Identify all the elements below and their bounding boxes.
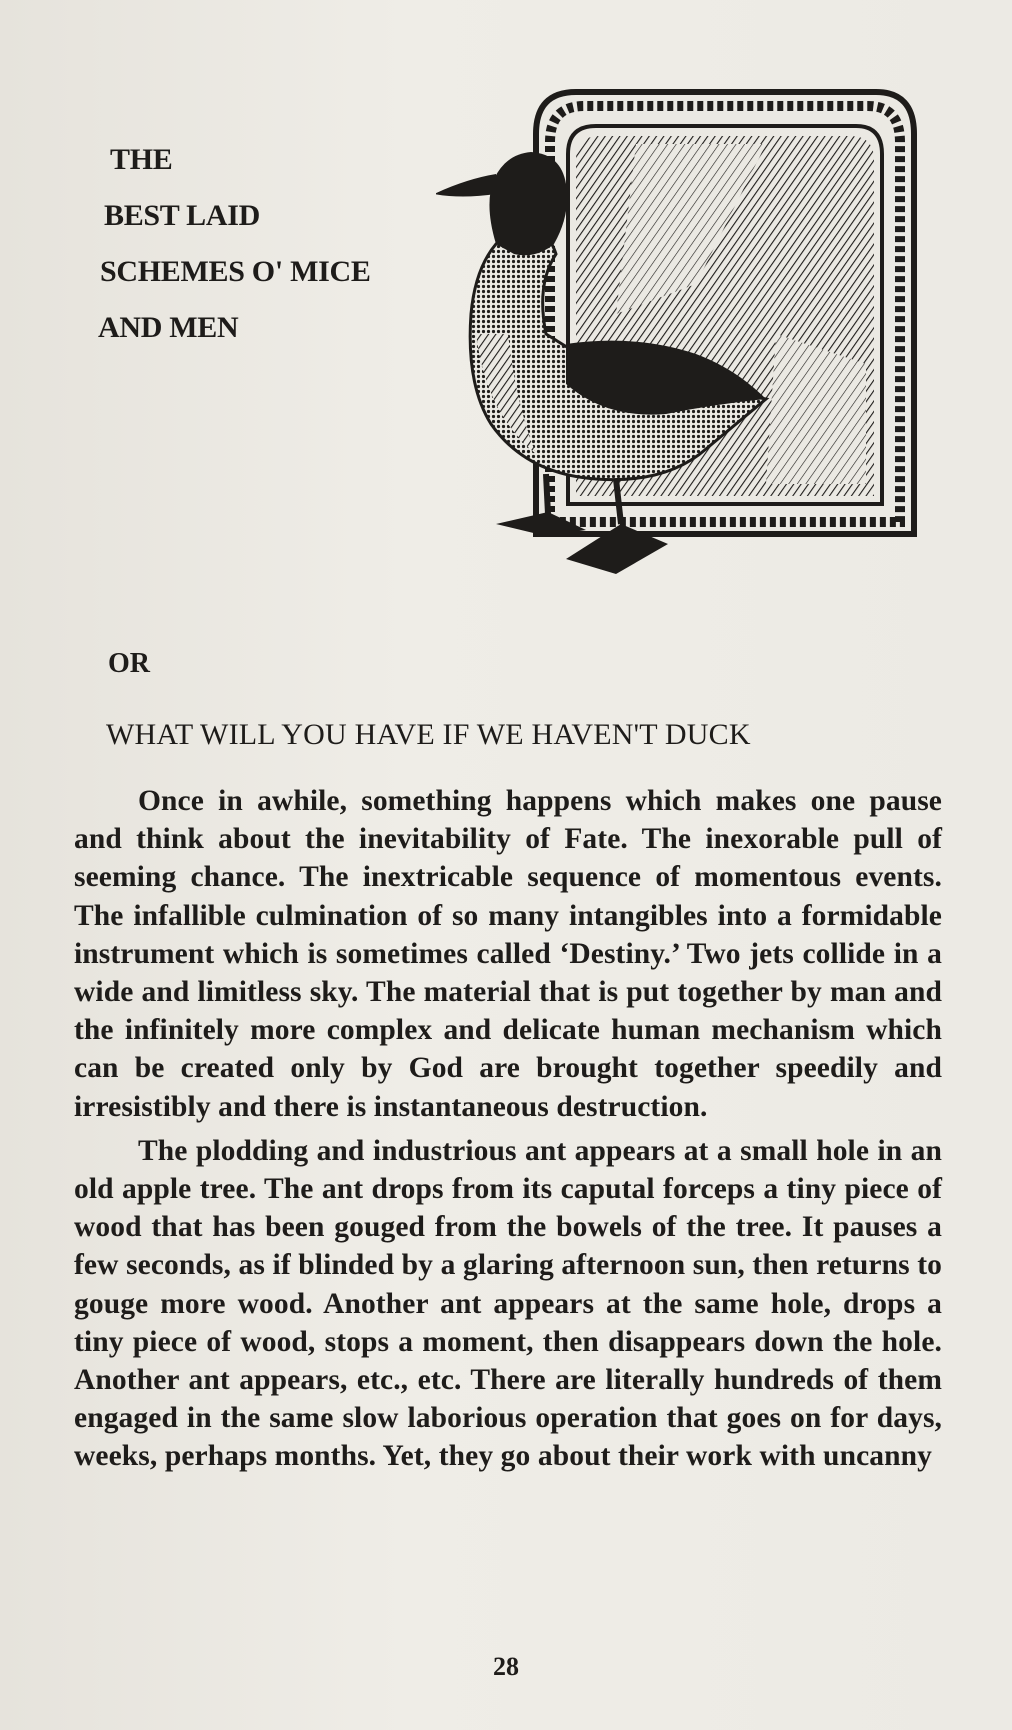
or-text: OR bbox=[108, 648, 150, 679]
body-text bbox=[74, 782, 942, 1482]
subtitle: WHAT WILL YOU HAVE IF WE HAVEN'T DUCK bbox=[106, 718, 751, 751]
title-line: SCHEMES O' MICE bbox=[100, 255, 371, 288]
title-line: BEST LAID bbox=[104, 199, 260, 232]
title-line: THE bbox=[110, 143, 173, 176]
title-line: AND MEN bbox=[98, 311, 239, 344]
paragraph: Once in awhile, something happens which makes one pause and think about the inevitability of Fate. The inexorable pull of seeming chance. The inextricable sequence of momentous events. The infallible culmination of so many intangibles into a formidable instrument which is sometimes called ‘Destiny.’ Two jets collide in a wide and limitless sky. The material that is put together by man and the infinitely more complex and delicate human mechanism which can be created only by God are brought together speedily and irresistibly and there is instantaneous destruction. bbox=[74, 785, 942, 1123]
duck-in-mirror-engraving-icon bbox=[436, 84, 946, 624]
paragraph: The plodding and industrious ant appears at a small hole in an old apple tree. The ant drops from its caputal forceps a tiny piece of wood that has been gouged from the bowels of the tree. It pauses a few seconds, as if blinded by a glaring afternoon sun, then returns to gouge more wood. Another ant appears at the same hole, drops a tiny piece of wood, stops a moment, then disappears down the hole. Another ant appears, etc., etc. There are literally hundreds of them engaged in the same slow laborious operation that goes on for days, weeks, perhaps months. Yet, they go about their work with uncanny bbox=[74, 1134, 942, 1473]
page-number: 28 bbox=[493, 1652, 519, 1681]
chapter-title bbox=[98, 132, 371, 356]
